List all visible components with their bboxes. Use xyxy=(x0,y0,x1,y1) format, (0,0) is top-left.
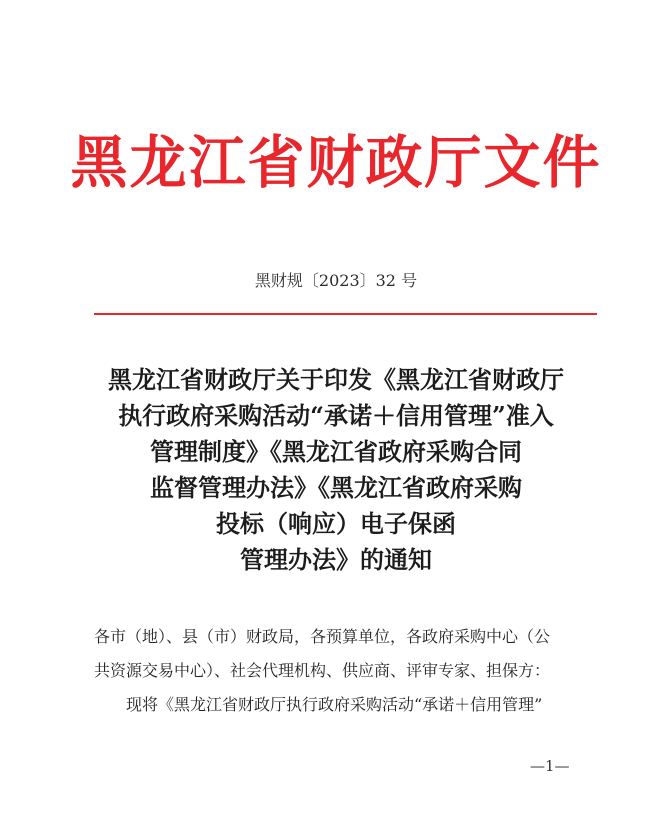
notice-title-line: 管理制度》《黑龙江省政府采购合同 xyxy=(150,437,522,466)
addressee-line: 共资源交易中心）、社会代理机构、供应商、评审专家、担保方： xyxy=(94,661,551,680)
notice-title-line: 执行政府采购活动“承诺＋信用管理”准入 xyxy=(118,401,554,430)
notice-title-line: 黑龙江省财政厅关于印发《黑龙江省财政厅 xyxy=(108,365,564,394)
notice-title-line: 投标（响应）电子保函 xyxy=(216,509,456,538)
page-number: —1— xyxy=(530,757,570,775)
notice-title-line: 监督管理办法》《黑龙江省政府采购 xyxy=(150,473,522,502)
addressee-line: 各市（地）、县（市）财政局，各预算单位，各政府采购中心（公 xyxy=(94,627,551,646)
notice-title xyxy=(0,362,672,578)
document-header-title: 黑龙江省财政厅文件 xyxy=(70,129,602,196)
red-divider-line xyxy=(94,313,597,315)
body-paragraph: 现将《黑龙江省财政厅执行政府采购活动“承诺＋信用管理” xyxy=(126,695,543,714)
body-text xyxy=(94,620,614,722)
document-number: 黑财规〔2023〕32 号 xyxy=(254,271,418,290)
notice-title-line: 管理办法》的通知 xyxy=(240,545,432,574)
